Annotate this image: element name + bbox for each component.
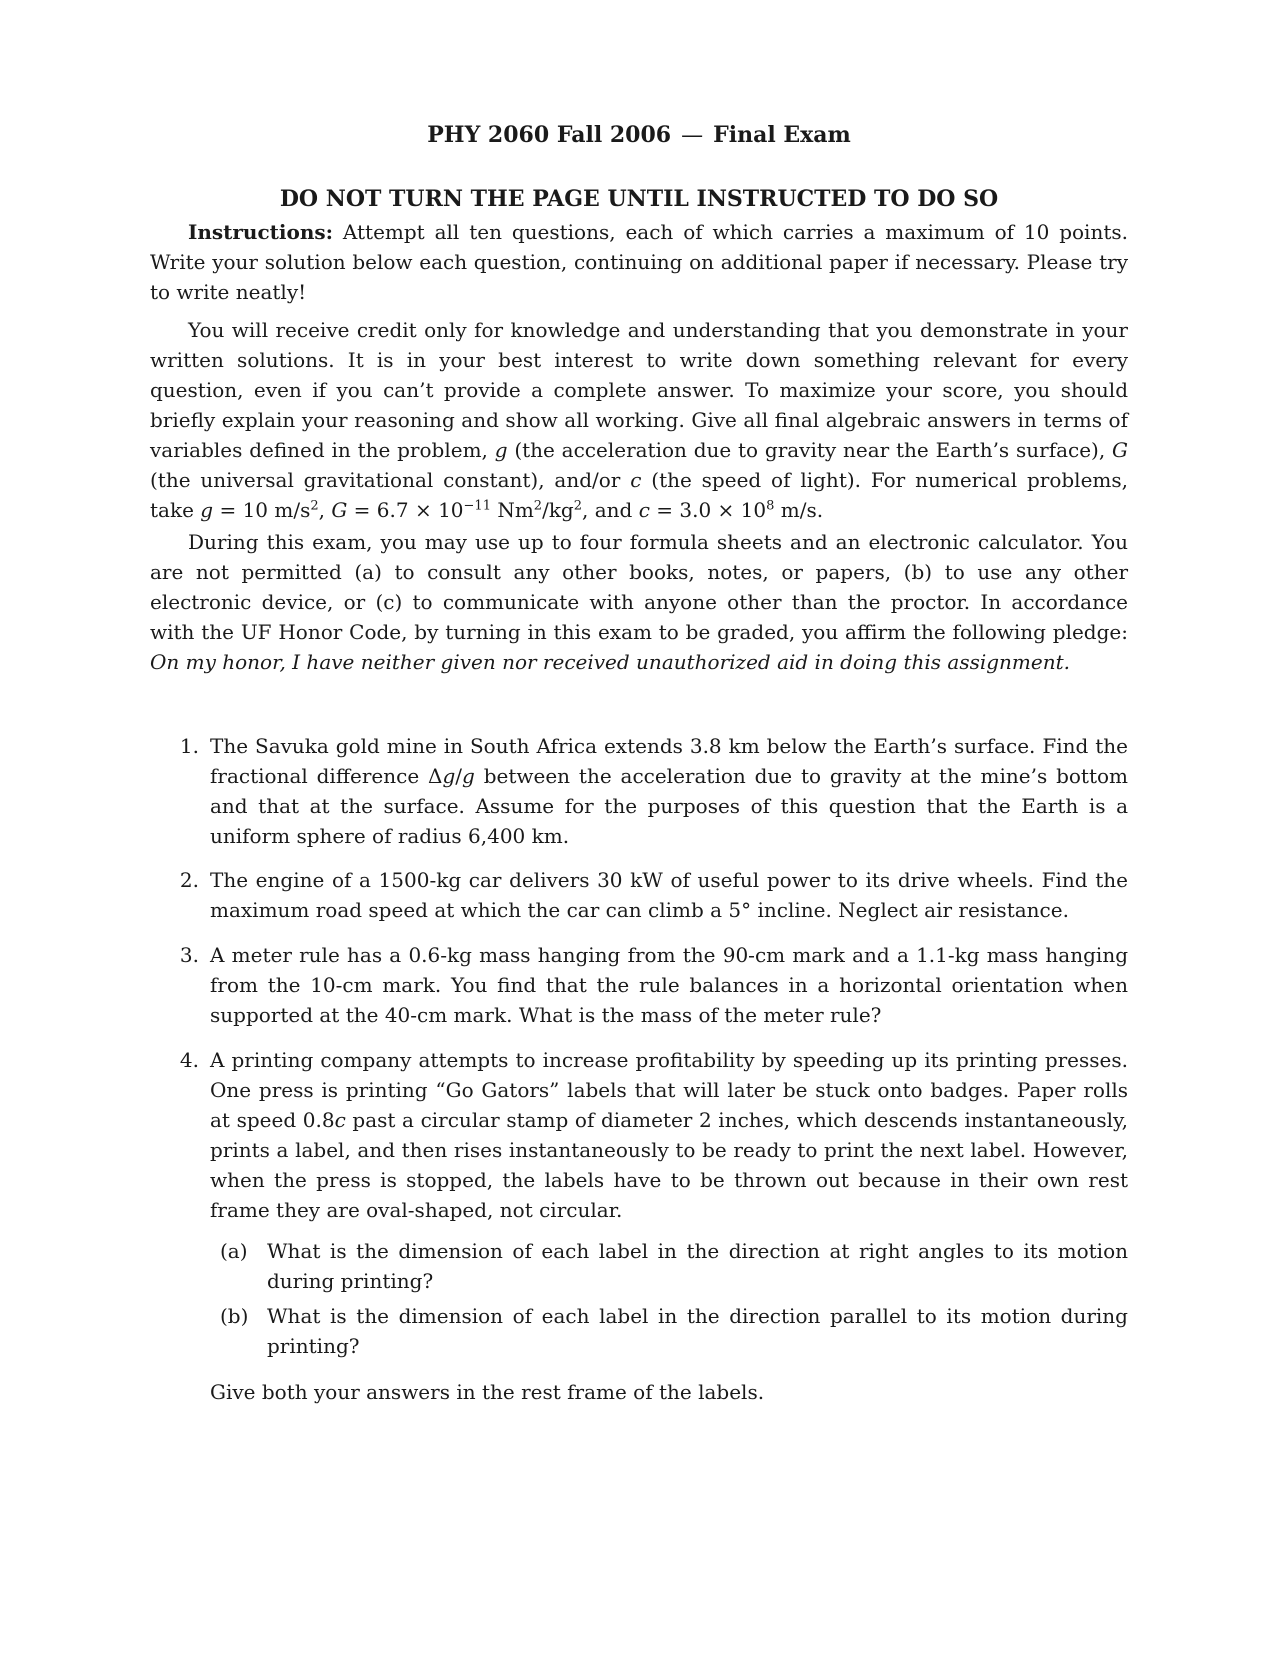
course-name: PHY 2060 Fall 2006 [427,122,672,148]
question-number: 4. [179,1048,199,1072]
exam-name: Final Exam [713,122,851,148]
value-G-unit: Nm [490,498,534,522]
part-label: (b) [220,1304,249,1328]
credit-text-1: You will receive credit only for knowledge and understanding that you demonstrate in your written solutions. It is in your best interest to write down something relevant for every question, even if you can’t provide a complete answer. To maximize your score, you should briefly explain your reasoning and show all working. Give all final algebraic answers in terms of variables defined in the problem, [150,318,1128,462]
do-not-turn-warning: DO NOT TURN THE PAGE UNTIL INSTRUCTED TO DO SO [279,186,999,212]
instructions-text: Attempt all ten questions, each of which carries a maximum of 10 points. Write your solution below each question, continuing on additional paper if necessary. Please try to write neatly! [150,220,1128,304]
slash: / [455,764,463,788]
symbol-g: g [462,764,475,788]
question-4-text-a: A printing company attempts to increase profitability by speeding up its printing presses. One press is printing “Go Gators” labels that will later be stuck onto badges. Paper rolls at speed 0.8 [210,1048,1128,1132]
credit-text-4: (the speed of light). For numerical problems, take [150,468,1128,522]
title-dash: — [681,123,704,148]
question-text: A meter rule has a 0.6-kg mass hanging from the 90-cm mark and a 1.1-kg mass hanging from the 10-cm mark. You find that the rule balances in a horizontal orientation when supported at the 40-cm mark. What is the mass of the meter rule? [210,943,1128,1027]
exam-rules-paragraph [150,527,1128,677]
question-text [210,731,1128,851]
instructions-paragraph [150,217,1128,307]
question-text: The engine of a 1500-kg car delivers 30 kW of useful power to its drive wheels. Find the maximum road speed at which the car can climb a 5° incline. Neglect air resistance. [210,868,1128,922]
question-number: 2. [179,868,199,892]
question-number: 1. [179,734,199,758]
question-1-text-b: between the acceleration due to gravity at the mine’s bottom and that at the surface. Assume for the purposes of this question that the Earth is a uniform sphere of radius 6,400 km. [210,764,1128,848]
credit-text-2: (the acceleration due to gravity near the Earth’s surface), [507,438,1113,462]
value-c-symbol: c [638,498,650,522]
question-4 [173,1045,1128,1225]
part-text: What is the dimension of each label in the direction at right angles to its motion during printing? [267,1239,1128,1293]
value-G: = 6.7 × 10 [347,498,464,522]
exam-rules-text: During this exam, you may use up to four formula sheets and an electronic calculator. You are not permitted (a) to consult any other books, notes, or papers, (b) to use any other electronic device, or (c) to communicate with anyone other than the proctor. In accordance with the UF Honor Code, by turning in this exam to be graded, you affirm the following pledge: [150,530,1128,644]
honor-pledge: On my honor, I have neither given nor received unauthorized aid in doing this assignment. [150,650,1071,674]
credit-paragraph [150,315,1128,525]
value-g: = 10 m/s [213,498,311,522]
value-c-exponent: 8 [766,498,775,514]
question-4-part-a [220,1236,1128,1296]
symbol-g: g [442,764,456,788]
question-4-text-b: past a circular stamp of diameter 2 inches, which descends instantaneously, prints a label, and then rises instantaneously to be ready to print the next label. However, when the press is stopped, the labels have to be thrown out because in their own rest frame they are oval-shaped, not circular. [210,1108,1128,1222]
value-G-unit-2-exponent: 2 [573,498,583,514]
question-4-closing: Give both your answers in the rest frame of the labels. [210,1380,765,1404]
value-c: = 3.0 × 10 [649,498,767,522]
question-2 [173,865,1128,925]
value-G-symbol: G [331,498,348,522]
value-G-unit-2: /kg [542,498,574,522]
question-4-part-b [220,1301,1128,1361]
symbol-c: c [630,468,642,492]
separator-2: , and [582,498,639,522]
value-g-exponent: 2 [310,498,319,514]
credit-text-3: (the universal gravitational constant), and/or [150,468,631,492]
value-G-unit-exponent: 2 [533,498,543,514]
part-text: What is the dimension of each label in the direction parallel to its motion during printing? [267,1304,1128,1358]
exam-title [150,122,1128,148]
instructions-label: Instructions: [188,220,334,244]
value-c-unit: m/s. [774,498,824,522]
symbol-c: c [334,1108,346,1132]
separator-1: , [318,498,332,522]
value-G-exponent: −11 [463,498,491,514]
question-3 [173,940,1128,1030]
question-number: 3. [179,943,199,967]
symbol-G: G [1112,438,1129,462]
value-g-symbol: g [200,498,214,522]
part-label: (a) [220,1239,248,1263]
symbol-g: g [494,438,508,462]
question-text [210,1045,1128,1225]
question-1 [173,731,1128,851]
question-1-text-a: The Savuka gold mine in South Africa extends 3.8 km below the Earth’s surface. Find the fractional difference Δ [210,734,1128,788]
